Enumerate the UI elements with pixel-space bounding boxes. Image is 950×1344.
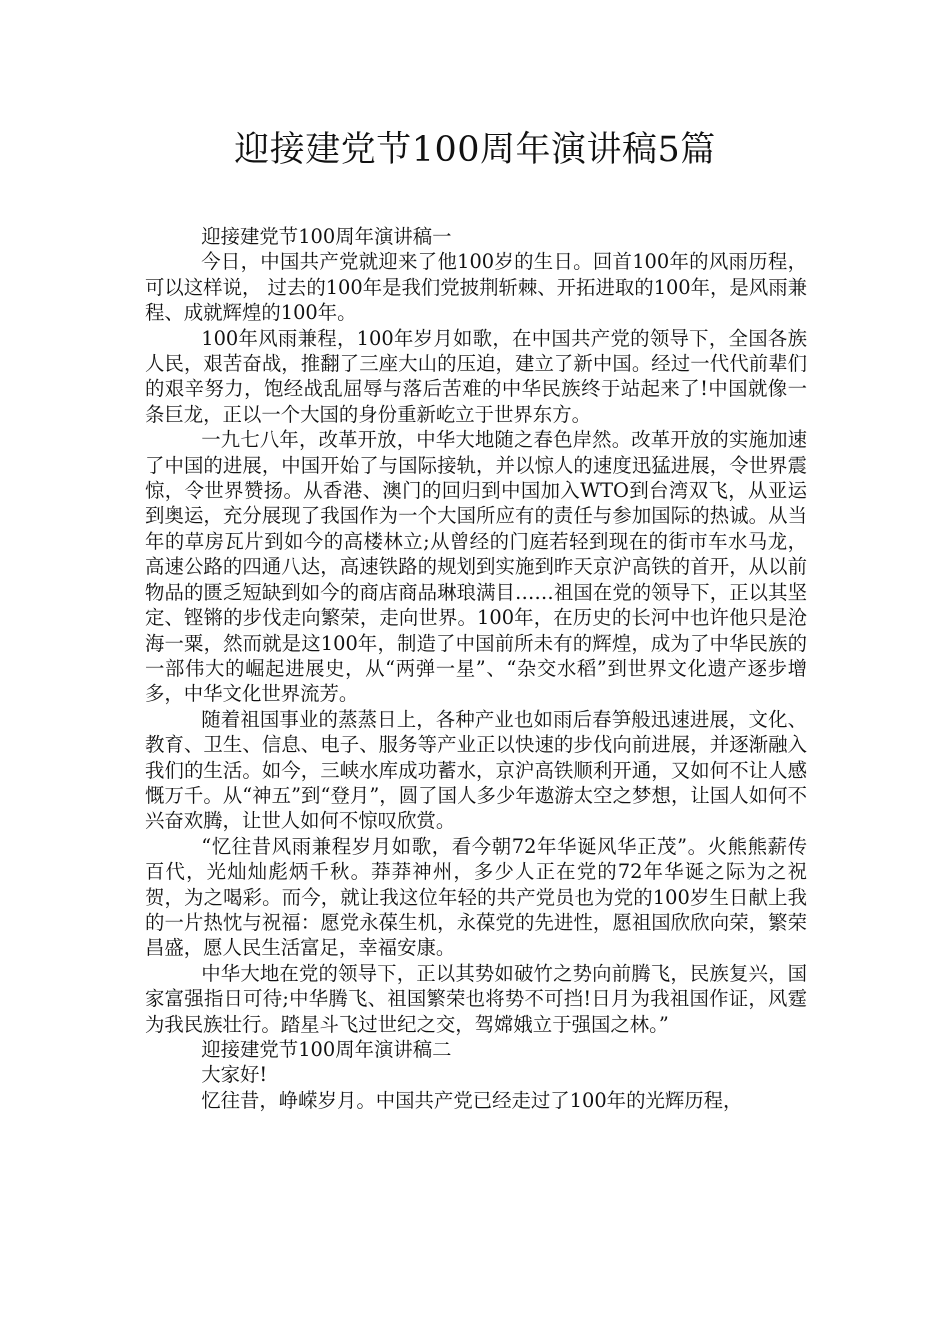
paragraph: “忆往昔风雨兼程岁月如歌，看今朝72年华诞风华正茂”。火熊熊薪传百代，光灿灿彪炳千秋。莽莽神州，多少人正在党的72年华诞之际为之祝贺，为之喝彩。而今，就让我这位年轻的共产党员也为党的100岁生日献上我的一片热忱与祝福：愿党永葆生机，永葆党的先进性，愿祖国欣欣向荣，繁荣昌盛，愿人民生活富足，幸福安康。 [145,834,807,960]
paragraph: 一九七八年，改革开放，中华大地随之春色岸然。改革开放的实施加速了中国的进展，中国开始了与国际接轨，并以惊人的速度迅猛进展，令世界震惊，令世界赞扬。从香港、澳门的回归到中国加入WTO到台湾双飞，从亚运到奥运，充分展现了我国作为一个大国所应有的责任与参加国际的热诚。从当年的草房瓦片到如今的高楼林立;从曾经的门庭若轻到现在的街市车水马龙，高速公路的四通八达，高速铁路的规划到实施到昨天京沪高铁的首开，从以前物品的匮乏短缺到如今的商店商品琳琅满目……祖国在党的领导下，正以其坚定、铿锵的步伐走向繁荣，走向世界。100年，在历史的长河中也许他只是沧海一粟，然而就是这100年，制造了中国前所未有的辉煌，成为了中华民族的一部伟大的崛起进展史，从“两弹一星”、“杂交水稻”到世界文化遗产逐步增多，中华文化世界流芳。 [145,428,807,706]
paragraph: 今日，中国共产党就迎来了他100岁的生日。回首100年的风雨历程，可以这样说， 过去的100年是我们党披荆斩棘、开拓进取的100年，是风雨兼程、成就辉煌的100年。 [145,250,807,325]
section-heading-1: 迎接建党节100周年演讲稿一 [201,225,452,248]
greeting: 大家好! [201,1063,268,1087]
document-body [145,224,807,1113]
document-title: 迎接建党节100周年演讲稿5篇 [234,130,716,170]
paragraph: 中华大地在党的领导下，正以其势如破竹之势向前腾飞，民族复兴，国家富强指日可待;中华腾飞、祖国繁荣也将势不可挡!日月为我祖国作证，风霆为我民族壮行。踏星斗飞过世纪之交，驾嫦娥立于强国之林。” [145,961,807,1036]
section-heading-2: 迎接建党节100周年演讲稿二 [201,1038,452,1061]
paragraph: 100年风雨兼程，100年岁月如歌，在中国共产党的领导下，全国各族人民，艰苦奋战，推翻了三座大山的压迫，建立了新中国。经过一代代前辈们的艰辛努力，饱经战乱屈辱与落后苦难的中华民族终于站起来了!中国就像一条巨龙，正以一个大国的身份重新屹立于世界东方。 [145,326,807,426]
paragraph: 忆往昔，峥嵘岁月。中国共产党已经走过了100年的光辉历程， [201,1088,743,1112]
paragraph: 随着祖国事业的蒸蒸日上，各种产业也如雨后春笋般迅速进展，文化、教育、卫生、信息、电子、服务等产业正以快速的步伐向前进展，并逐渐融入我们的生活。如今，三峡水库成功蓄水，京沪高铁顺利开通，又如何不让人感慨万千。从“神五”到“登月”，圆了国人多少年遨游太空之梦想，让国人如何不兴奋欢腾，让世人如何不惊叹欣赏。 [145,707,807,833]
